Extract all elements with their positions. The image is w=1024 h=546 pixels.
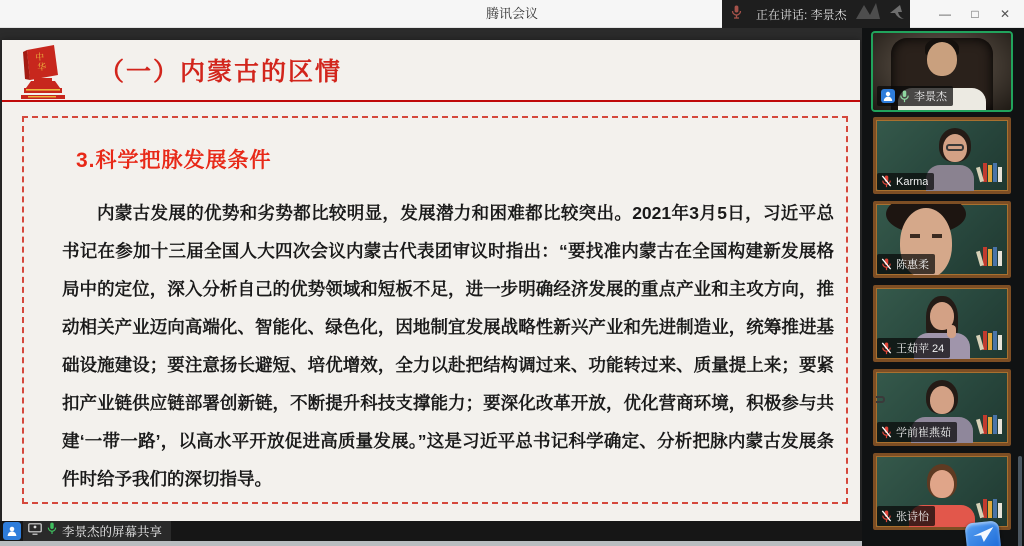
maximize-button[interactable]: □ <box>960 0 990 28</box>
bookshelf-decor <box>978 331 1002 350</box>
tencent-meeting-logo-icon[interactable] <box>958 522 1010 546</box>
participant-name: 王茹苹 24 <box>896 343 945 355</box>
annotation-arrows-icon <box>854 1 906 28</box>
window-controls <box>930 0 1020 28</box>
participant-badge <box>877 506 935 526</box>
glasses-decor <box>946 144 964 151</box>
bookshelf-decor <box>978 247 1002 266</box>
screen-share-icon <box>28 522 42 540</box>
slide-subtitle: 3.科学把脉发展条件 <box>76 149 272 172</box>
mic-status-icon <box>881 426 892 439</box>
svg-text:华: 华 <box>36 61 47 73</box>
bookshelf-decor <box>978 499 1002 518</box>
shared-screen-area <box>0 28 862 546</box>
share-info-cluster <box>23 521 171 541</box>
slide-content-box <box>22 116 848 504</box>
glasses-decor <box>910 234 942 238</box>
close-button[interactable]: ✕ <box>990 0 1020 28</box>
participant-tile[interactable] <box>873 201 1011 278</box>
member-badge-icon <box>881 89 895 103</box>
slide-title: （一）内蒙古的区情 <box>99 58 343 86</box>
presentation-slide <box>2 40 860 522</box>
presenter-mic-icon <box>47 522 57 540</box>
share-label: 李景杰的屏幕共享 <box>62 525 163 539</box>
window-title: 腾讯会议 <box>485 6 538 21</box>
participant-badge <box>877 338 950 358</box>
share-status-bar <box>0 521 862 541</box>
slide-body-text: 内蒙古发展的优势和劣势都比较明显，发展潜力和困难都比较突出。2021年3月5日，习近平总书记在参加十三届全国人大四次会议内蒙古代表团审议时指出：“要找准内蒙古在全国构建新发展格局中的定位，深入分析自己的优势领域和短板不足，进一步明确经济发展的重点产业和主攻方向，推动相关产业迈向高端化、智能化、绿色化，因地制宜发展战略性新兴产业和先进制造业，统筹推进基础设施建设；要注意扬长避短、培优增效，全力以赴把结构调过来、功能转过来、质量提上来；要紧扣产业链供应链部署创新链，不断提升科技支撑能力；要深化改革开放，优化营商环境，积极参与共建‘一带一路’，以高水平开放促进高质量发展。”这是习近平总书记科学确定、分析把脉内蒙古发展条件时给予我们的深切指导。 <box>62 203 834 489</box>
participant-name: 学前崔燕茹 <box>896 427 951 439</box>
participant-tile[interactable] <box>873 117 1011 194</box>
slide-header-row <box>2 40 860 100</box>
glasses-decor <box>873 396 885 403</box>
participant-tile[interactable] <box>873 369 1011 446</box>
member-badge-icon <box>3 522 21 540</box>
titlebar[interactable] <box>0 0 1024 28</box>
participant-tile[interactable] <box>873 285 1011 362</box>
svg-text:中: 中 <box>34 51 45 63</box>
participant-name: 李景杰 <box>914 91 947 103</box>
participant-badge <box>877 173 934 190</box>
participant-badge <box>877 86 953 106</box>
mic-status-icon <box>881 175 892 188</box>
participant-badge <box>877 422 957 442</box>
participant-list <box>862 33 1024 530</box>
mic-status-icon <box>881 258 892 271</box>
participant-name: 张诗怡 <box>896 511 929 523</box>
participant-tile[interactable] <box>873 33 1011 110</box>
bookshelf-decor <box>978 163 1002 182</box>
participant-name: 陈惠柔 <box>896 259 929 271</box>
speaker-mic-icon <box>731 5 742 24</box>
participant-badge <box>877 254 935 274</box>
speaking-label: 正在讲话: 李景杰 <box>756 7 847 22</box>
mic-status-icon <box>881 342 892 355</box>
participant-sidebar[interactable] <box>862 28 1024 546</box>
mic-status-icon <box>899 90 910 103</box>
participant-name: Karma <box>896 175 929 188</box>
participant-tile[interactable] <box>873 453 1011 530</box>
header-divider-line <box>2 100 860 102</box>
minimize-button[interactable]: — <box>930 0 960 28</box>
taskbar-strip <box>0 541 862 546</box>
red-banner-emblem-icon <box>14 44 68 107</box>
speaking-indicator <box>722 0 910 28</box>
bookshelf-decor <box>978 415 1002 434</box>
sidebar-scrollbar[interactable] <box>1018 456 1022 546</box>
mic-status-icon <box>881 510 892 523</box>
